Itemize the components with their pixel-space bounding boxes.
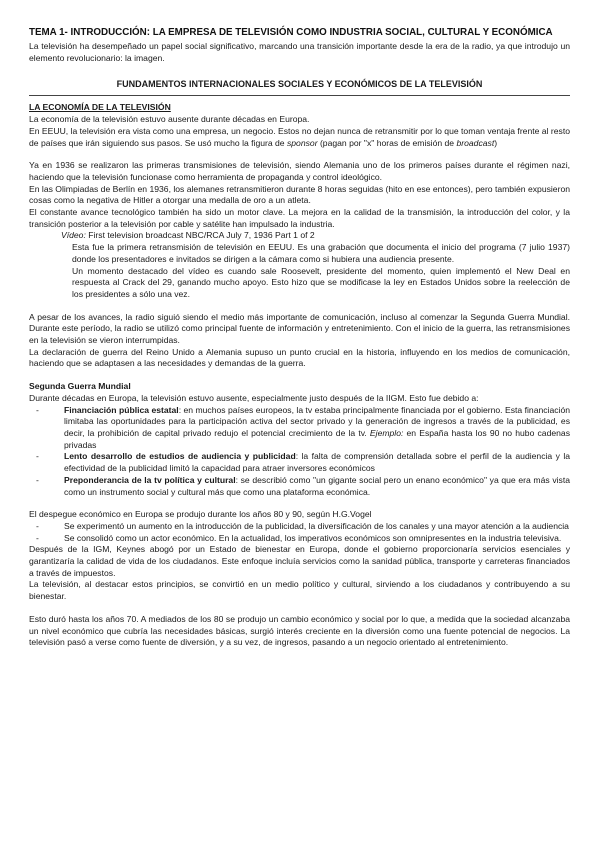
guerra-heading: Segunda Guerra Mundial [29,381,131,392]
despegue-p2: La televisión, al destacar estos principios, se convirtió en un medio político y cultural, sirviendo a los ciudadanos y contribuyendo a su bienestar. [29,579,570,602]
economia-p6: A pesar de los avances, la radio siguió siendo el medio más importante de comunicación, incluso al comenzar la Segunda Guerra Mundial. Durante este período, la radio se utilizó como principal fuente de información y entretenimiento. Con el inicio de la guerra, las retransmisiones en la televisión se vieron interrumpidas. [29,311,570,346]
economia-p4: En las Olimpiadas de Berlín en 1936, los alemanes retransmitieron durante 8 horas seguidas (hito en ese entonces), pero también expusieron cosas como la negativa de Hitler a otorgar una medalla de oro a un atleta. [29,183,570,206]
intro-paragraph: La televisión ha desempeñado un papel social significativo, marcando una transición importante desde la era de la radio, ya que introdujo un elemento revolucionario: la imagen. [29,41,570,63]
list-item: - Preponderancia de la tv política y cultural: se describió como "un gigante social pero un enano económico" ya que era más vista como un instrumento social y cultural más que como una plataforma económica. [29,475,570,498]
economia-p1: La economía de la televisión estuvo ausente durante décadas en Europa. [29,114,310,125]
video-paragraph-1: Esta fue la primera retransmisión de televisión en EEUU. Es una grabación que documenta el inicio del programa (7 julio 1937) donde los presentadores e invitados se dirigen a la cámara como si hubiera una audiencia presente. [72,242,570,264]
guerra-causes-list [29,405,570,499]
list-item: - Se consolidó como un actor económico. En la actualidad, los imperativos económicos son omnipresentes en la industria televisiva. [29,533,570,545]
despegue-p1: Después de la IGM, Keynes abogó por un Estado de bienestar en Europa, donde el gobierno proporcionaría servicios esenciales y garantizaría la calidad de vida de los ciudadanos. Este enfoque incluía servicios como la sanidad pública, transporte y carreteras financiados a través de impuestos. [29,544,570,578]
document-title: TEMA 1- INTRODUCCIÓN: LA EMPRESA DE TELEVISIÓN COMO INDUSTRIA SOCIAL, CULTURAL Y ECONÓMICA [29,27,553,38]
section-subtitle: FUNDAMENTOS INTERNACIONALES SOCIALES Y ECONÓMICOS DE LA TELEVISIÓN [116,79,483,90]
despegue-intro: El despegue económico en Europa se produjo durante los años 80 y 90, según H.G.Vogel [29,509,372,520]
video-paragraph-2: Un momento destacado del vídeo es cuando sale Roosevelt, presidente del momento, quien implementó el New Deal en respuesta al Crack del 29, ganando mucho apoyo. Esto hizo que se modificase la ley en Estados Unidos sobre la reelección de los presidentes a sólo una vez. [72,265,570,299]
despegue-p3: Esto duró hasta los años 70. A mediados de los 80 se produjo un cambio económico y social por lo que, a medida que la sociedad alcanzaba un nivel económico que cubría las necesidades básicas, surgió interés creciente en la diversión como una fuente potencial de negocios. La televisión pasó a verse como fuente de diversión, y a su vez, de ingresos, pasando a un negocio orientado al entretenimiento. [29,613,570,648]
economia-heading: LA ECONOMÍA DE LA TELEVISIÓN [29,102,171,113]
list-item: - Financiación pública estatal: en muchos países europeos, la tv estaba principalmente financiada por el gobierno. Esta financiación limitaba las oportunidades para la participación activa del sector privado y la generación de ingresos a través de la publicidad, es decir, la prohibición de capital privado redujo el potencial crecimiento de la tv. Ejemplo: en España hasta los 90 no hubo cadenas privadas [29,405,570,452]
list-item: - Lento desarrollo de estudios de audiencia y publicidad: la falta de comprensión detallada sobre el perfil de la audiencia y la efectividad de la publicidad limitó la capacidad para atraer inversores económicos [29,451,570,474]
economia-p7: La declaración de guerra del Reino Unido a Alemania supuso un punto crucial en la historia, influyendo en los medios de comunicación, haciendo que se adaptasen a las necesidades y demandas de la guerra. [29,346,570,369]
video-reference: Vídeo: First television broadcast NBC/RCA July 7, 1936 Part 1 of 2 [61,230,315,241]
section-divider [29,95,570,96]
economia-p5: El constante avance tecnológico también ha sido un motor clave. La mejora en la calidad de la transmisión, la introducción del color, y la transición posterior a la televisión por cable y satélite han impulsado la industria. [29,207,570,229]
despegue-list [29,521,570,544]
economia-p2: En EEUU, la televisión era vista como una empresa, un negocio. Estos no dejan nunca de retransmitir por lo que toman ventaja frente al resto de países que irán siguiendo sus pasos. Se usó mucho la figura de sponsor (pagan por "x" horas de emisión de broadcast) [29,125,570,148]
list-item: - Se experimentó un aumento en la introducción de la publicidad, la diversificación de los canales y una mayor atención a la audiencia [29,521,570,533]
economia-p3: Ya en 1936 se realizaron las primeras transmisiones de televisión, siendo Alemania uno de los primeros países durante el régimen nazi, haciendo que la televisión funcionase como herramienta de propaganda y control ideológico. [29,160,570,182]
guerra-intro: Durante décadas en Europa, la televisión estuvo ausente, especialmente justo después de la IIGM. Esto fue debido a: [29,392,479,403]
